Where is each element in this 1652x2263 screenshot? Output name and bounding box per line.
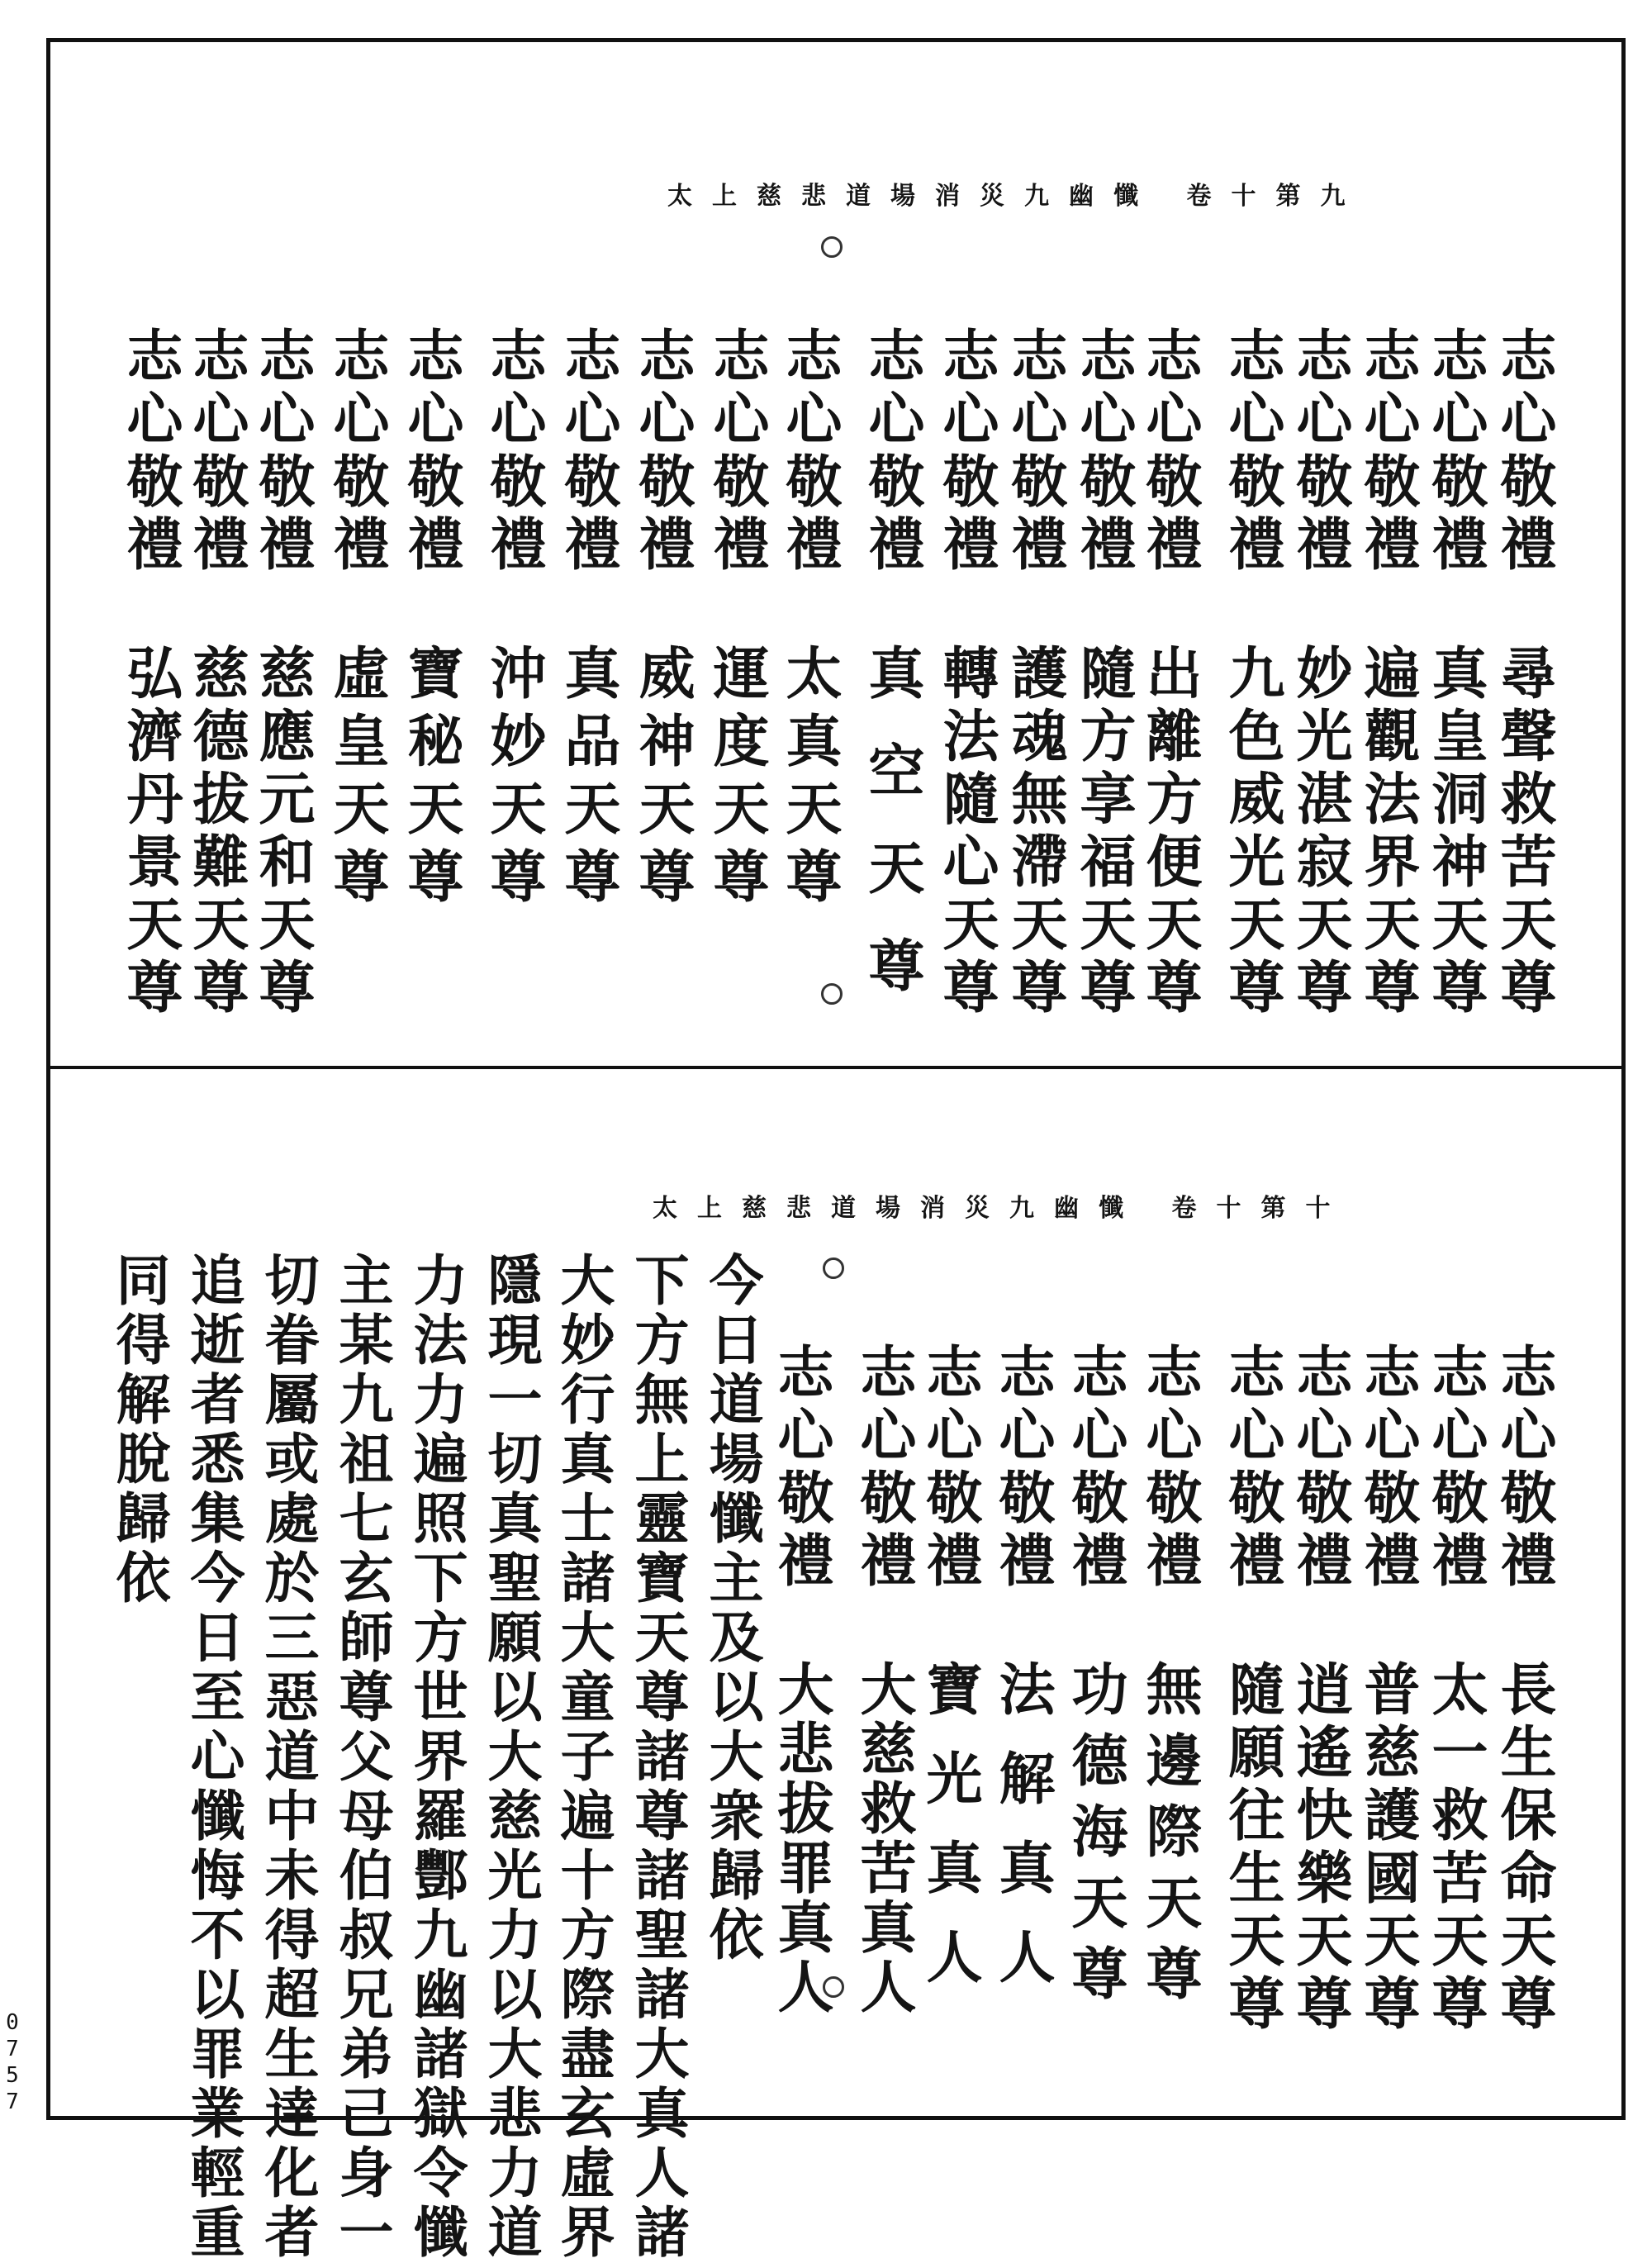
invocation: 志心敬禮 [1002, 326, 1068, 578]
invocation: 志心敬禮 [704, 326, 770, 578]
invocation: 志心敬禮 [1062, 1343, 1128, 1594]
prayer-line-3: 大妙行真士諸大童子遍十方際盡玄虛界 [551, 1252, 615, 2263]
deity-name: 寶光真人 [917, 1660, 983, 2017]
top-column-4 [1287, 326, 1353, 1020]
deity-name: 遍觀法界天尊 [1355, 644, 1421, 1020]
top-column-14 [555, 326, 621, 915]
invocation: 志心敬禮 [1137, 1343, 1203, 1594]
binding-hole-icon [821, 983, 843, 1005]
prayer-line-5: 力法力遍照下方世界羅酆九幽諸獄令懺 [404, 1252, 468, 2263]
invocation: 志心敬禮 [776, 326, 843, 578]
invocation: 志心敬禮 [1422, 1343, 1488, 1594]
deity-name: 弘濟丹景天尊 [117, 644, 183, 1020]
top-column-12 [704, 326, 770, 915]
invocation: 志心敬禮 [1070, 326, 1137, 578]
prayer-line-7: 切眷屬或處於三惡道中未得超生達化者 [255, 1252, 320, 2263]
deity-name: 真空天尊 [859, 644, 925, 1034]
top-column-3 [1355, 326, 1421, 1020]
deity-name: 真皇洞神天尊 [1422, 644, 1488, 1020]
prayer-line-1: 今日道場懺主及以大衆歸依 [700, 1252, 764, 1966]
invocation: 志心敬禮 [1491, 1343, 1557, 1594]
invocation: 志心敬禮 [917, 1343, 983, 1594]
deity-name: 功德海天尊 [1062, 1660, 1128, 2015]
deity-name: 轉法隨心天尊 [933, 644, 999, 1020]
top-column-8 [1002, 326, 1068, 1020]
top-column-13 [629, 326, 695, 915]
deity-name: 慈德拔難天尊 [183, 644, 249, 1020]
top-column-5 [1219, 326, 1285, 1020]
prayer-line-2: 下方無上靈寶天尊諸尊諸聖諸大真人諸 [625, 1252, 690, 2263]
top-column-7 [1070, 326, 1137, 1020]
top-column-10 [859, 326, 925, 1034]
bottom-column-5 [1219, 1343, 1285, 2037]
prayer-line-4: 隱現一切真聖願以大慈光力以大悲力道 [478, 1252, 543, 2263]
invocation: 志心敬禮 [933, 326, 999, 578]
deity-name: 隨願往生天尊 [1219, 1660, 1285, 2037]
invocation: 志心敬禮 [859, 326, 925, 578]
binding-hole-icon [823, 1257, 844, 1279]
deity-name: 慈應元和天尊 [249, 644, 316, 1020]
invocation: 志心敬禮 [249, 326, 316, 578]
invocation: 志心敬禮 [117, 326, 183, 578]
invocation: 志心敬禮 [1355, 326, 1421, 578]
prayer-line-9: 同得解脫歸依 [107, 1252, 171, 1609]
deity-name: 太真天尊 [776, 644, 843, 915]
invocation: 志心敬禮 [481, 326, 547, 578]
deity-name: 運度天尊 [704, 644, 770, 915]
invocation: 志心敬禮 [183, 326, 249, 578]
deity-name: 無邊際天尊 [1137, 1660, 1203, 2015]
deity-name: 出離方便天尊 [1137, 644, 1203, 1020]
deity-name: 威神天尊 [629, 644, 695, 915]
top-column-11 [776, 326, 843, 915]
top-column-16 [398, 326, 464, 915]
bottom-column-11 [768, 1343, 834, 2017]
binding-hole-icon [821, 236, 843, 258]
bottom-column-3 [1355, 1343, 1421, 2037]
invocation: 志心敬禮 [1137, 326, 1203, 578]
deity-name: 護魂無滯天尊 [1002, 644, 1068, 1020]
deity-name: 普慈護國天尊 [1355, 1660, 1421, 2037]
deity-name: 法解真人 [990, 1660, 1056, 2017]
deity-name: 妙光湛寂天尊 [1287, 644, 1353, 1020]
invocation: 志心敬禮 [629, 326, 695, 578]
top-column-9 [933, 326, 999, 1020]
bottom-page-header: 太上慈悲道場消災九幽懺 卷十第十 [653, 1194, 1351, 1223]
bottom-column-2 [1422, 1343, 1488, 2037]
invocation: 志心敬禮 [1287, 1343, 1353, 1594]
invocation: 志心敬禮 [398, 326, 464, 578]
deity-name: 太一救苦天尊 [1422, 1660, 1488, 2037]
invocation: 志心敬禮 [851, 1343, 917, 1594]
top-page-header: 太上慈悲道場消災九幽懺 卷十第九 [667, 182, 1365, 211]
half-divider [46, 1066, 1626, 1069]
top-column-15 [481, 326, 547, 915]
top-column-2 [1422, 326, 1488, 1020]
page-number: 0757 [6, 2010, 19, 2114]
bottom-column-9 [917, 1343, 983, 2017]
deity-name: 寶秘天尊 [398, 644, 464, 915]
invocation: 志心敬禮 [555, 326, 621, 578]
top-column-17 [324, 326, 390, 915]
deity-name: 九色威光天尊 [1219, 644, 1285, 1020]
bottom-column-10 [851, 1343, 917, 2017]
invocation: 志心敬禮 [768, 1343, 834, 1594]
invocation: 志心敬禮 [990, 1343, 1056, 1594]
deity-name: 長生保命天尊 [1491, 1660, 1557, 2037]
bottom-column-6 [1137, 1343, 1203, 2015]
deity-name: 隨方享福天尊 [1070, 644, 1137, 1020]
deity-name: 真品天尊 [555, 644, 621, 915]
top-column-18 [249, 326, 316, 1020]
bottom-column-8 [990, 1343, 1056, 2017]
bottom-column-1 [1491, 1343, 1557, 2037]
prayer-line-6: 主某九祖七玄師尊父母伯叔兄弟己身一 [330, 1252, 394, 2263]
deity-name: 大悲拔罪真人 [768, 1660, 834, 2017]
prayer-line-8: 追逝者悉集今日至心懺悔不以罪業輕重 [181, 1252, 245, 2263]
deity-name: 逍遙快樂天尊 [1287, 1660, 1353, 2037]
bottom-column-4 [1287, 1343, 1353, 2037]
top-column-20 [117, 326, 183, 1020]
invocation: 志心敬禮 [1219, 326, 1285, 578]
invocation: 志心敬禮 [1422, 326, 1488, 578]
top-column-6 [1137, 326, 1203, 1020]
invocation: 志心敬禮 [324, 326, 390, 578]
deity-name: 大慈救苦真人 [851, 1660, 917, 2017]
deity-name: 虛皇天尊 [324, 644, 390, 915]
bottom-column-7 [1062, 1343, 1128, 2015]
top-column-1 [1491, 326, 1557, 1020]
invocation: 志心敬禮 [1219, 1343, 1285, 1594]
deity-name: 沖妙天尊 [481, 644, 547, 915]
top-column-19 [183, 326, 249, 1020]
invocation: 志心敬禮 [1491, 326, 1557, 578]
deity-name: 尋聲救苦天尊 [1491, 644, 1557, 1020]
invocation: 志心敬禮 [1355, 1343, 1421, 1594]
invocation: 志心敬禮 [1287, 326, 1353, 578]
